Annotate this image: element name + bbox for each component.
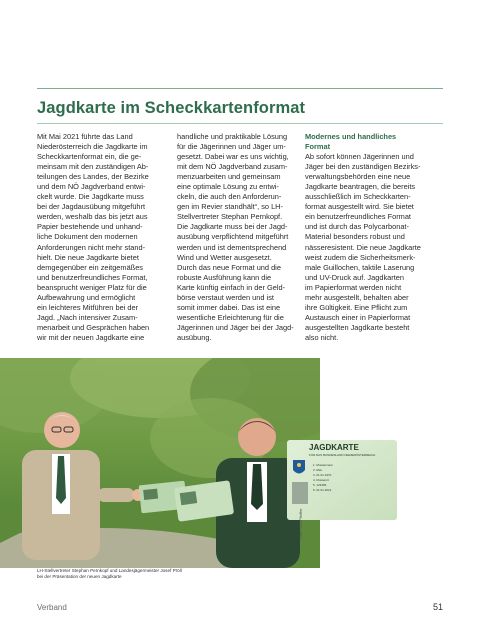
column-1-text: Mit Mai 2021 führte das Land Niederösterreich die Jagdkarte im Scheckkartenformat ein, die ge- meinsam mit den zuständigen Ab- teilungen des Landes, der Bezirke und dem NÖ Jagdverband entwi- ckelt wurde. Die Jagdkarte muss bei der Jagdausübung mitgeführt werden, weshalb das bis jetzt aus Papier bestehende und unhand- liche Dokument den modernen Anforderungen nicht mehr stand- hielt. Die neue Jagdkarte bietet demgegenüber ein zeitgemäßes und benutzerfreundliches Format, beansprucht weniger Platz für die Aufbewahrung und ermöglicht ein leichteres Mitführen bei der Jagd. „Nach intensiver Zusam- menarbeit und Gesprächen haben wir mit der neuen Jagdkarte eine (37, 132, 150, 342)
photo-illustration (0, 358, 320, 568)
text-column-3 (305, 132, 445, 343)
photo-credit: Foto: NLK/Pfeiffer (298, 508, 303, 540)
title-rule (37, 123, 443, 124)
portrait-placeholder (292, 482, 308, 504)
jagdkarte-title: JAGDKARTE (309, 443, 359, 452)
jagdkarte-field: 3. 01.01.1970 (313, 473, 332, 477)
jagdkarte-field: 5. 123456 (313, 483, 327, 487)
jagdkarte-field: 6. 01.01.2021 (313, 488, 332, 492)
column-2-text: handliche und praktikable Lösung für die Jägerinnen und Jäger um- gesetzt. Dabei war es uns wichtig, mit dem NÖ Jagdverband zusam- menzuarbeiten und gemeinsam eine optimale Lösung zu entwi- ckeln, die auch den Anforderun- gen im Revier standhält“, so LH- Stellvertreter Stephan Pernkopf. Die Jagdkarte muss bei der Jagd- ausübung verpflichtend mitgeführt werden und ist dementsprechend Wind und Wetter ausgesetzt. Durch das neue Format und die robuste Ausführung kann die Karte künftig einfach in der Geld- börse verstaut werden und ist somit immer dabei. Das ist eine wesentliche Erleichterung für die Jägerinnen und Jäger bei der Jagd- ausübung. (177, 132, 294, 342)
column-3-heading: Modernes und handliches Format (305, 132, 397, 152)
text-column-1 (37, 132, 163, 343)
page-number: 51 (432, 602, 443, 612)
top-rule (37, 88, 443, 89)
article-title: Jagdkarte im Scheckkartenformat (37, 99, 306, 117)
photo-caption (37, 568, 317, 580)
text-column-2 (177, 132, 303, 343)
article-photo (0, 358, 320, 568)
jagdkarte-field: 2. Max (313, 468, 323, 472)
column-3-text: Ab sofort können Jägerinnen und Jäger bei den zuständigen Bezirks- verwaltungsbehörden eine neue Jagdkarte beantragen, die bereits ausschließlich im Scheckkarten- format ausgestellt wird. Sie bietet ein benutzerfreundliches Format und ist durch das Polycarbonat- Material besonders robust und nässeresistent. Die neue Jagdkarte weist zudem die Sicherheitsmerk- male Guillochen, taktile Laserung und UV-Druck auf. Jagdkarten im Papierformat werden nicht mehr ausgestellt, behalten aber ihre Gültigkeit. Eine Pflicht zum Austausch einer in Papierformat ausgestellten Jagdkarte besteht also nicht. (305, 152, 421, 342)
footer-section: Verband (37, 603, 67, 612)
jagdkarte-subtitle: FÜR DAS BUNDESLAND NIEDERÖSTERREICH (309, 453, 376, 457)
jagdkarte-field: 1. Mustermann (313, 463, 334, 467)
photo-caption-text: LH-Stellvertreter Stephan Pernkopf und Landesjägermeister Josef Pröll bei der Präsentation der neuen Jagdkarte (37, 568, 182, 579)
coat-of-arms-icon (293, 460, 305, 474)
jagdkarte-card (287, 440, 397, 520)
jagdkarte-field: 4. Musterort (313, 478, 330, 482)
